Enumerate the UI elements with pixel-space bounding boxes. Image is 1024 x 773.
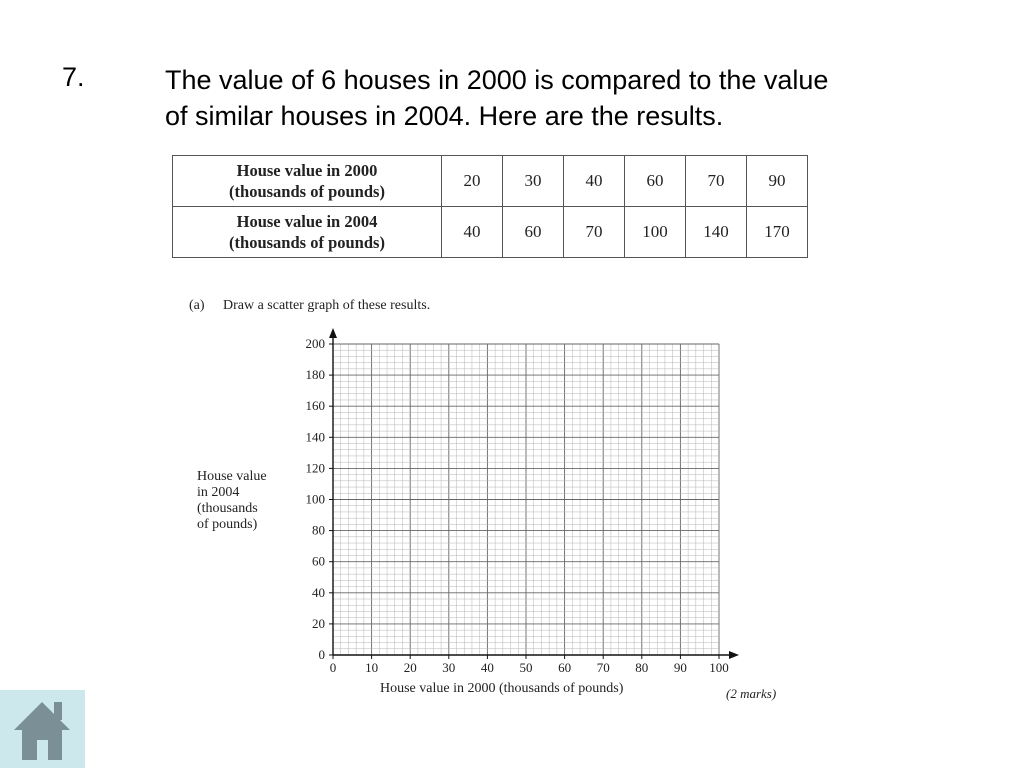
y-tick-label: 160 (305, 398, 325, 414)
row-header-line: House value in 2000 (236, 161, 378, 180)
row-header-line: (thousands of pounds) (229, 182, 385, 201)
table-cell: 20 (442, 156, 503, 207)
y-axis-arrow (329, 328, 337, 338)
y-tick-label: 80 (312, 522, 325, 538)
y-axis-label-line: of pounds) (197, 517, 258, 532)
x-tick-label: 30 (442, 660, 456, 675)
table-cell: 70 (686, 156, 747, 207)
table-cell: 40 (564, 156, 625, 207)
x-tick-label: 50 (519, 660, 533, 675)
x-tick-label: 10 (365, 660, 379, 675)
table-cell: 40 (442, 207, 503, 258)
y-axis-label-line: (thousands (197, 501, 258, 516)
y-axis-label-line: House value (197, 469, 267, 484)
table-cell: 60 (503, 207, 564, 258)
x-tick-label: 70 (596, 660, 610, 675)
y-axis-label-line: in 2004 (197, 485, 240, 500)
table-cell: 170 (747, 207, 808, 258)
row-header-line: House value in 2004 (236, 212, 378, 231)
table-cell: 30 (503, 156, 564, 207)
table-cell: 90 (747, 156, 808, 207)
table-cell: 140 (686, 207, 747, 258)
question-line: of similar houses in 2004. Here are the results. (165, 101, 724, 131)
home-icon (0, 690, 85, 768)
table-cell: 100 (625, 207, 686, 258)
x-tick-label: 100 (709, 660, 729, 675)
x-tick-label: 20 (403, 660, 417, 675)
x-axis-arrow (729, 651, 739, 659)
x-axis-label: House value in 2000 (thousands of pounds) (380, 681, 624, 696)
y-tick-label: 140 (305, 429, 325, 445)
y-tick-label: 120 (305, 460, 325, 476)
question-line: The value of 6 houses in 2000 is compared to the value (165, 65, 829, 95)
y-tick-label: 200 (305, 336, 325, 351)
x-tick-label: 40 (480, 660, 494, 675)
y-tick-label: 60 (312, 553, 325, 569)
row-header-line: (thousands of pounds) (229, 233, 385, 252)
y-tick-label: 100 (305, 491, 325, 507)
y-tick-label: 40 (312, 584, 325, 600)
y-tick-label: 20 (312, 615, 325, 631)
part-label: (a) (189, 298, 205, 313)
question-number: 7. (62, 62, 85, 92)
y-tick-label: 180 (305, 367, 325, 383)
x-tick-label: 80 (635, 660, 649, 675)
x-tick-label: 0 (329, 660, 337, 675)
part-text: Draw a scatter graph of these results. (223, 298, 431, 313)
y-tick-label: 0 (318, 647, 325, 662)
table-cell: 60 (625, 156, 686, 207)
table-cell: 70 (564, 207, 625, 258)
marks-label: (2 marks) (726, 686, 777, 701)
home-button[interactable] (0, 690, 85, 768)
y-axis-label (197, 469, 297, 533)
x-tick-label: 60 (558, 660, 572, 675)
x-tick-label: 90 (673, 660, 687, 675)
